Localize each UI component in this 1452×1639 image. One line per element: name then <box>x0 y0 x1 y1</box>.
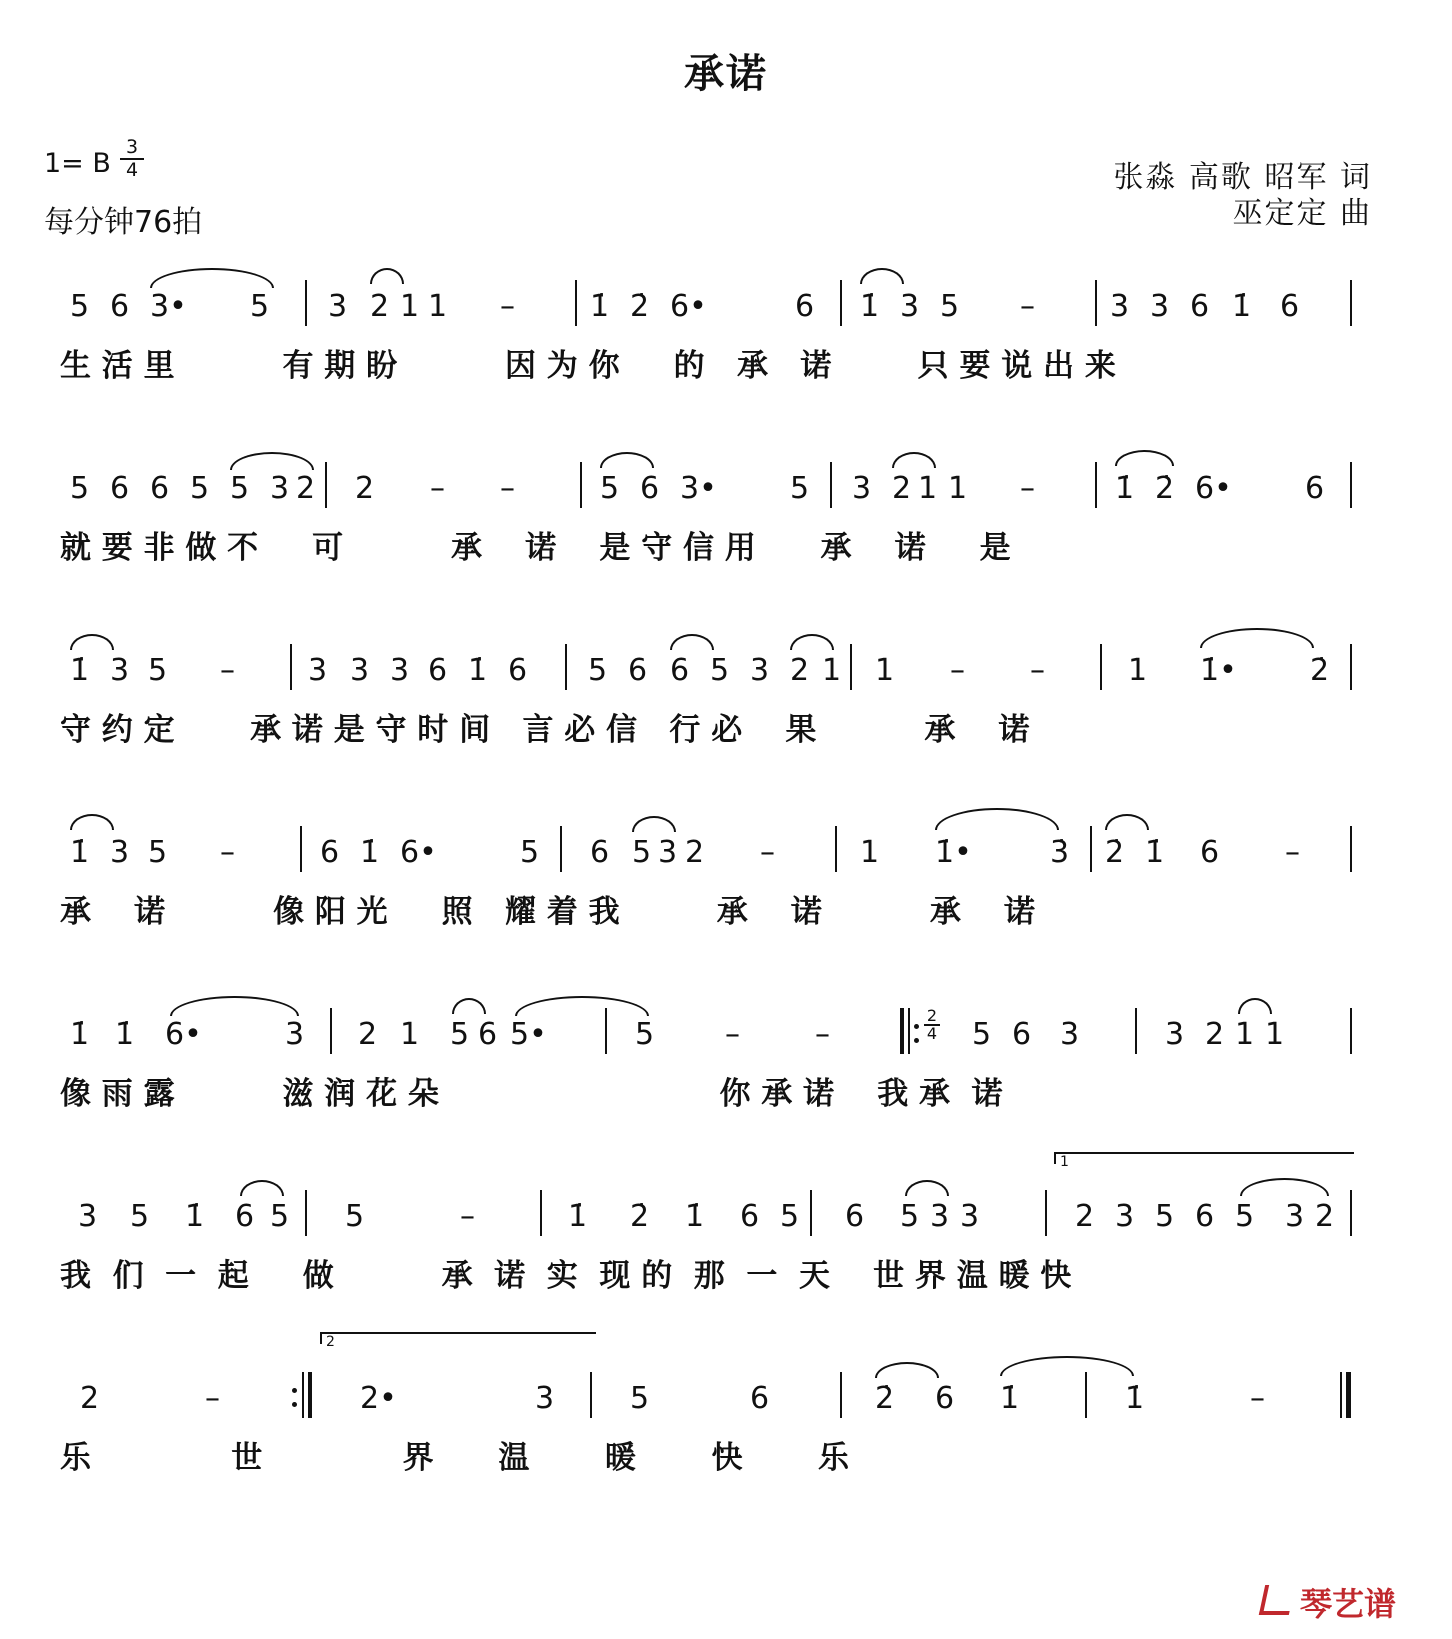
note: 6 <box>428 653 448 688</box>
note: 5• <box>510 1017 547 1052</box>
bar-line <box>580 462 582 508</box>
bar-line <box>840 280 842 326</box>
note: 1 <box>822 653 842 688</box>
note: 6• <box>165 1017 202 1052</box>
bar-line <box>1350 1008 1352 1054</box>
note: 5 <box>632 835 652 870</box>
note: 6 <box>1195 1199 1215 1234</box>
note: – <box>815 1017 830 1052</box>
note: 1̇ <box>185 1199 205 1234</box>
bar-line <box>540 1190 542 1236</box>
note: 5 <box>780 1199 800 1234</box>
note: 3 <box>1150 289 1170 324</box>
note: 5 <box>940 289 960 324</box>
note: 1̇ <box>1115 471 1135 506</box>
note: 6 <box>1305 471 1325 506</box>
note: 3 <box>1285 1199 1305 1234</box>
note: 5 <box>1155 1199 1175 1234</box>
tempo-marking: 每分钟76拍 <box>44 205 203 240</box>
notes-2 <box>60 464 1422 514</box>
note: 5 <box>450 1017 470 1052</box>
note: 6 <box>640 471 660 506</box>
note: 3 <box>658 835 678 870</box>
note: 6 <box>110 289 130 324</box>
score-line-6 <box>60 1192 1422 1292</box>
note: 1̇• <box>1200 653 1237 688</box>
note: 3 <box>900 289 920 324</box>
note: 6 <box>628 653 648 688</box>
note: 1 <box>428 289 448 324</box>
note: 1̇ <box>590 289 610 324</box>
bar-line <box>850 644 852 690</box>
note: 2 <box>1205 1017 1225 1052</box>
score-line-1 <box>60 282 1422 382</box>
bar-line <box>810 1190 812 1236</box>
bar-line <box>290 644 292 690</box>
note: 1̇ <box>70 835 90 870</box>
note: 3 <box>308 653 328 688</box>
note: 3 <box>350 653 370 688</box>
note: 5 <box>600 471 620 506</box>
bar-line <box>565 644 567 690</box>
note: – <box>1285 835 1300 870</box>
note: 1 <box>918 471 938 506</box>
note: 6 <box>1190 289 1210 324</box>
note: – <box>1250 1381 1265 1416</box>
note: 2̇ <box>630 289 650 324</box>
note: 1̇ <box>860 289 880 324</box>
note: 1 <box>1235 1017 1255 1052</box>
key-signature: 1= B <box>44 148 111 179</box>
note: 3 <box>930 1199 950 1234</box>
lyrics-3: 守 约 定 承 诺 是 守 时 间 言 必 信 行 必 果 承 诺 <box>60 712 1030 748</box>
note: 6 <box>1280 289 1300 324</box>
note: 6 <box>508 653 528 688</box>
note: 3̇ <box>1050 835 1070 870</box>
note: – <box>1020 289 1035 324</box>
note: – <box>205 1381 220 1416</box>
lyrics-5: 像 雨 露 滋 润 花 朵 你 承 诺 我 承 诺 <box>60 1076 1003 1112</box>
note: 5 <box>270 1199 290 1234</box>
note: 6 <box>670 653 690 688</box>
note: 5 <box>630 1381 650 1416</box>
lyricist-credit: 张淼 高歌 昭军 词 <box>1113 160 1372 195</box>
note: 3 <box>110 835 130 870</box>
note: 6• <box>400 835 437 870</box>
note: 5 <box>900 1199 920 1234</box>
score-line-5: 1̇ 1̇ 6• 3 2 1 5 6 5• 5 – – 5 6 3 3 2 1 1 像 雨 露 滋 润 花 朵 你 承 诺 我 承 诺 2 4 <box>60 1010 1422 1110</box>
note: 5 <box>70 471 90 506</box>
song-title: 承诺 <box>684 51 768 97</box>
notes-4 <box>60 828 1422 878</box>
bar-line <box>1085 1372 1087 1418</box>
note: 6• <box>670 289 707 324</box>
note: 6 <box>590 835 610 870</box>
note: 2̇ <box>630 1199 650 1234</box>
note: 2 <box>685 835 705 870</box>
note: 2• <box>360 1381 397 1416</box>
note: – <box>725 1017 740 1052</box>
note: 1̇ <box>468 653 488 688</box>
note: 3• <box>150 289 187 324</box>
note: 5 <box>635 1017 655 1052</box>
note: – <box>950 653 965 688</box>
note: 6 <box>795 289 815 324</box>
note: 6 <box>1012 1017 1032 1052</box>
score-line-4 <box>60 828 1422 928</box>
notes-6 <box>60 1192 1422 1242</box>
note: 1 <box>1128 653 1148 688</box>
bar-line <box>1090 826 1092 872</box>
notes-5 <box>60 1010 1422 1060</box>
note: 3 <box>750 653 770 688</box>
note: 1̇ <box>1145 835 1165 870</box>
note: 1̇ <box>115 1017 135 1052</box>
note: 3 <box>328 289 348 324</box>
note: 1 <box>875 653 895 688</box>
lyrics-7: 乐 世 界 温 暖 快 乐 <box>60 1440 850 1476</box>
bar-line <box>840 1372 842 1418</box>
note: 3 <box>270 471 290 506</box>
note: 2 <box>892 471 912 506</box>
volta-1: 1 <box>1054 1152 1354 1164</box>
note: 5 <box>148 653 168 688</box>
note: – <box>500 289 515 324</box>
note: 6 <box>845 1199 865 1234</box>
note: 1̇ <box>1000 1381 1020 1416</box>
bar-line <box>1045 1190 1047 1236</box>
note: 3• <box>680 471 717 506</box>
notes-7 <box>60 1374 1422 1424</box>
note: 5 <box>520 835 540 870</box>
note: 1 <box>400 1017 420 1052</box>
note: 3 <box>110 653 130 688</box>
note: 5 <box>790 471 810 506</box>
bar-line <box>1350 644 1352 690</box>
note: 6 <box>1200 835 1220 870</box>
bar-line <box>1350 462 1352 508</box>
note: – <box>1030 653 1045 688</box>
note: – <box>760 835 775 870</box>
note: 3 <box>1060 1017 1080 1052</box>
note: 3 <box>1115 1199 1135 1234</box>
note: 5 <box>710 653 730 688</box>
bar-line <box>830 462 832 508</box>
note: 2̇ <box>1105 835 1125 870</box>
score-line-3 <box>60 646 1422 746</box>
note: 6 <box>478 1017 498 1052</box>
note: 2 <box>296 471 316 506</box>
notes-3 <box>60 646 1422 696</box>
note: 1 <box>400 289 420 324</box>
note: 1̇• <box>935 835 972 870</box>
time-signature-top: 3 <box>125 136 139 158</box>
bar-line <box>560 826 562 872</box>
note: 6 <box>150 471 170 506</box>
bar-line <box>590 1372 592 1418</box>
note: 5 <box>345 1199 365 1234</box>
note: – <box>460 1199 475 1234</box>
bar-line <box>1350 1190 1352 1236</box>
bar-line <box>1095 462 1097 508</box>
note: 2 <box>358 1017 378 1052</box>
note: 6 <box>110 471 130 506</box>
note: 2 <box>790 653 810 688</box>
note: 3 <box>78 1199 98 1234</box>
note: 1̇ <box>70 653 90 688</box>
lyrics-2: 就 要 非 做 不 可 承 诺 是 守 信 用 承 诺 是 <box>60 530 1011 566</box>
note: 6 <box>935 1381 955 1416</box>
note: 6 <box>740 1199 760 1234</box>
note: 6 <box>320 835 340 870</box>
note: 5 <box>230 471 250 506</box>
note: – <box>430 471 445 506</box>
bar-line <box>305 1190 307 1236</box>
note: 3 <box>1110 289 1130 324</box>
time-signature <box>120 138 144 180</box>
note: 5 <box>1235 1199 1255 1234</box>
note: 1̇ <box>568 1199 588 1234</box>
note: 3 <box>390 653 410 688</box>
bar-line <box>1095 280 1097 326</box>
note: 1 <box>948 471 968 506</box>
time-signature-bottom: 4 <box>125 159 139 181</box>
note: 5 <box>148 835 168 870</box>
note: 1̇ <box>1125 1381 1145 1416</box>
note: 2 <box>370 289 390 324</box>
note: 2 <box>1075 1199 1095 1234</box>
score-line-7 <box>60 1374 1422 1474</box>
bar-line <box>835 826 837 872</box>
bar-line <box>305 280 307 326</box>
note: 1̇ <box>360 835 380 870</box>
bar-line <box>330 1008 332 1054</box>
bar-line <box>300 826 302 872</box>
note: 6 <box>235 1199 255 1234</box>
note: 3 <box>960 1199 980 1234</box>
bar-line <box>1100 644 1102 690</box>
note: 1̇ <box>1232 289 1252 324</box>
lyrics-4: 承 诺 像 阳 光 照 耀 着 我 承 诺 承 诺 <box>60 894 1035 930</box>
bar-line <box>325 462 327 508</box>
lyrics-1: 生 活 里 有 期 盼 因 为 你 的 承 诺 只 要 说 出 来 <box>60 348 1116 384</box>
score-line-2 <box>60 464 1422 564</box>
note: 5 <box>588 653 608 688</box>
note: 6 <box>750 1381 770 1416</box>
note: 5 <box>70 289 90 324</box>
note: – <box>500 471 515 506</box>
bar-line <box>1350 280 1352 326</box>
bar-line <box>575 280 577 326</box>
note: 1 <box>860 835 880 870</box>
note: 3 <box>1165 1017 1185 1052</box>
note: 2̇ <box>1155 471 1175 506</box>
note: – <box>1020 471 1035 506</box>
note: 2 <box>1315 1199 1335 1234</box>
note: 2 <box>355 471 375 506</box>
note: 5 <box>972 1017 992 1052</box>
bar-line <box>1350 826 1352 872</box>
note: 3 <box>535 1381 555 1416</box>
note: 5 <box>130 1199 150 1234</box>
composer-credit: 巫定定 曲 <box>1232 196 1372 231</box>
volta-2: 2 <box>320 1332 596 1344</box>
note: 2̇ <box>875 1381 895 1416</box>
note: 3 <box>852 471 872 506</box>
bar-line <box>1135 1008 1137 1054</box>
note: – <box>220 835 235 870</box>
notes-1 <box>60 282 1422 332</box>
note: 1̇ <box>685 1199 705 1234</box>
watermark-logo: 琴艺谱 <box>1262 1579 1396 1625</box>
note: 1 <box>1265 1017 1285 1052</box>
note: 5 <box>250 289 270 324</box>
note: 2 <box>80 1381 100 1416</box>
note: 6• <box>1195 471 1232 506</box>
note: 1̇ <box>70 1017 90 1052</box>
note: – <box>220 653 235 688</box>
lyrics-6: 我 们 一 起 做 承 诺 实 现 的 那 一 天 世 界 温 暖 快 <box>60 1258 1072 1294</box>
note: 5 <box>190 471 210 506</box>
note: 2̇ <box>1310 653 1330 688</box>
note: 3 <box>285 1017 305 1052</box>
